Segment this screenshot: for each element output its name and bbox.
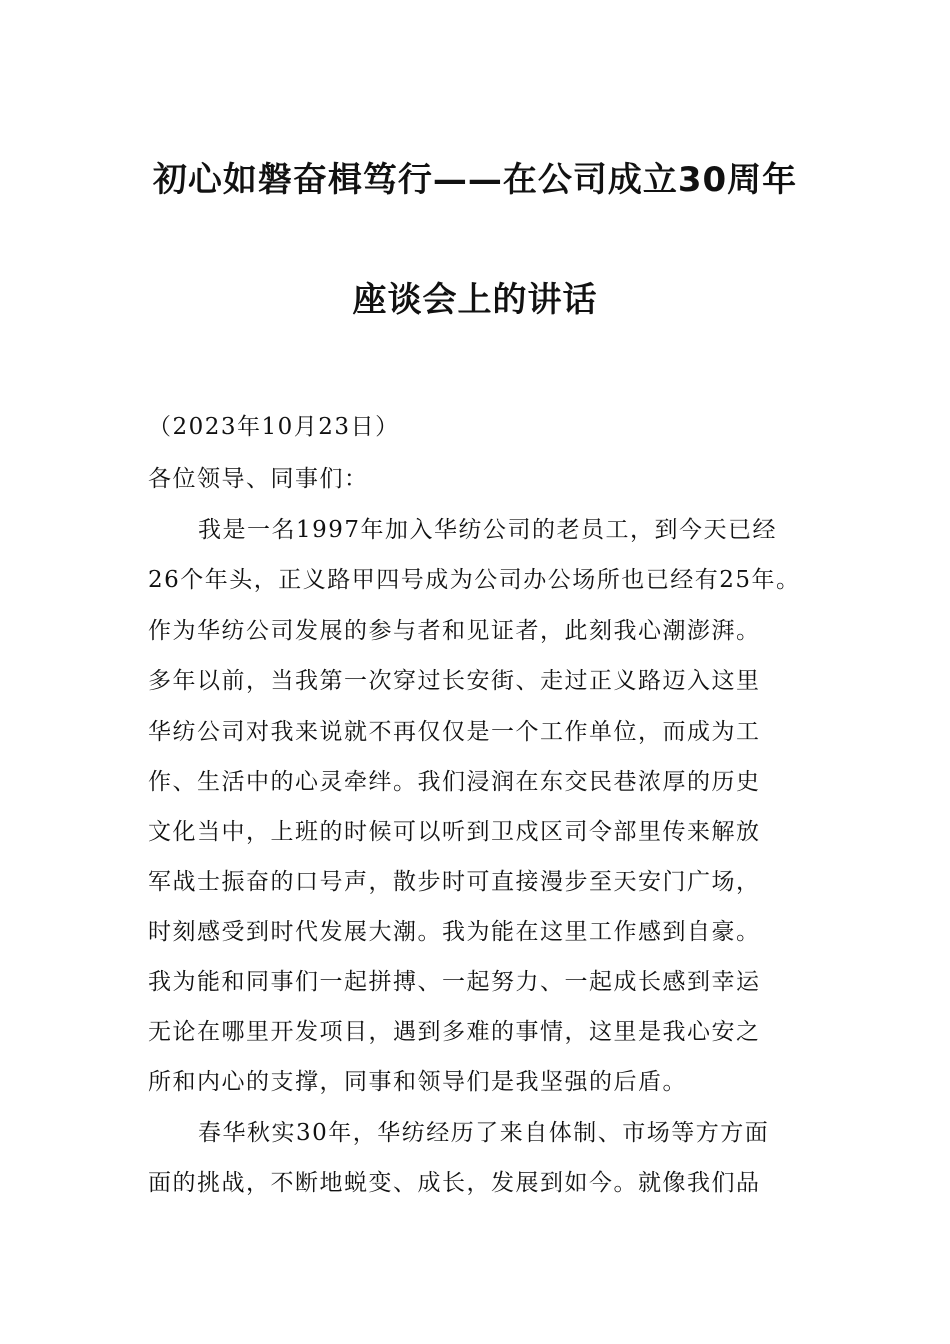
body-line: 我为能和同事们一起拼搏、一起努力、一起成长感到幸运 xyxy=(148,969,761,995)
body-line: 作为华纺公司发展的参与者和见证者，此刻我心潮澎湃。 xyxy=(148,618,761,644)
body-line: 我是一名1997年加入华纺公司的老员工，到今天已经 xyxy=(198,517,778,543)
body-line: 多年以前，当我第一次穿过长安街、走过正义路迈入这里 xyxy=(148,668,761,694)
body-line: 作、生活中的心灵牵绊。我们浸润在东交民巷浓厚的历史 xyxy=(148,769,761,795)
title-line-1: 初心如磐奋楫笃行——在公司成立30周年 xyxy=(152,160,798,200)
body-line: 无论在哪里开发项目，遇到多难的事情，这里是我心安之 xyxy=(148,1019,761,1045)
body-line: 面的挑战，不断地蜕变、成长，发展到如今。就像我们品 xyxy=(148,1170,761,1196)
body-line: 春华秋实30年，华纺经历了来自体制、市场等方方面 xyxy=(198,1120,770,1146)
date-line: （2023年10月23日） xyxy=(148,414,400,440)
body-line: 所和内心的支撑，同事和领导们是我坚强的后盾。 xyxy=(148,1069,687,1095)
body-line: 文化当中，上班的时候可以听到卫戍区司令部里传来解放 xyxy=(148,819,761,845)
body-line: 时刻感受到时代发展大潮。我为能在这里工作感到自豪。 xyxy=(148,919,761,945)
title-line-2: 座谈会上的讲话 xyxy=(352,280,598,320)
body-line: 华纺公司对我来说就不再仅仅是一个工作单位，而成为工 xyxy=(148,719,761,745)
salutation: 各位领导、同事们： xyxy=(148,466,369,492)
body-line: 军战士振奋的口号声，散步时可直接漫步至天安门广场， xyxy=(148,869,761,895)
body-line: 26个年头，正义路甲四号成为公司办公场所也已经有25年。 xyxy=(148,567,801,593)
